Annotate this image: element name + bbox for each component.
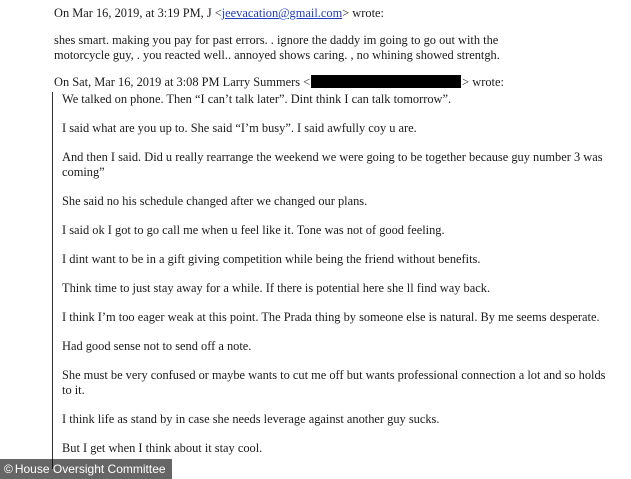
quoted-paragraph: Had good sense not to send off a note. xyxy=(62,339,252,353)
quoted-header xyxy=(54,75,504,90)
quoted-paragraph: Think time to just stay away for a while. If there is potential here she ll find way back. xyxy=(62,281,491,295)
watermark-text: House Oversight Committee xyxy=(14,462,166,476)
quoted-paragraph: I dint want to be in a gift giving competition while being the friend without benefits. xyxy=(62,252,481,266)
quoted-paragraph: I said what are you up to. She said “I’m busy”. I said awfully coy u are. xyxy=(62,121,417,135)
sender-email-link[interactable]: jeevacation@gmail.com xyxy=(221,6,343,20)
reply-line: shes smart. making you pay for past errors. . ignore the daddy im going to go out with the xyxy=(54,33,499,47)
reply-header-suffix: > wrote: xyxy=(342,6,384,20)
quoted-paragraph: She said no his schedule changed after we changed our plans. xyxy=(62,194,368,208)
reply-body xyxy=(54,33,614,63)
reply-header xyxy=(54,6,384,21)
quoted-paragraph: I think I’m too eager weak at this point. The Prada thing by someone else is natural. By me seems desperate. xyxy=(62,310,600,324)
quoted-paragraph: And then I said. Did u really rearrange the weekend we were going to be together because guy number 3 was coming” xyxy=(62,150,603,179)
reply-line: motorcycle guy, . you reacted well.. annoyed shows caring. , no whining showed strentgh. xyxy=(54,48,500,62)
quoted-paragraph: She must be very confused or maybe wants to cut me off but wants professional connection a lot and so holds to it. xyxy=(62,368,606,397)
quoted-paragraph: I think life as stand by in case she needs leverage against another guy sucks. xyxy=(62,412,440,426)
quoted-paragraph: We talked on phone. Then “I can’t talk later”. Dint think I can talk tomorrow”. xyxy=(62,92,452,106)
quote-bar xyxy=(52,92,53,469)
quoted-paragraph: But I get when I think about it stay cool. xyxy=(62,441,263,455)
reply-header-prefix: On Mar 16, 2019, at 3:19 PM, J < xyxy=(54,6,222,20)
copyright-icon: © xyxy=(4,462,13,476)
quoted-message-body xyxy=(62,92,607,470)
redaction-bar xyxy=(311,75,461,88)
quoted-header-suffix: > wrote: xyxy=(462,75,504,89)
quoted-paragraph: I said ok I got to go call me when u feel like it. Tone was not of good feeling. xyxy=(62,223,445,237)
quoted-header-prefix: On Sat, Mar 16, 2019 at 3:08 PM Larry Summers < xyxy=(54,75,311,89)
copyright-watermark xyxy=(0,459,172,479)
